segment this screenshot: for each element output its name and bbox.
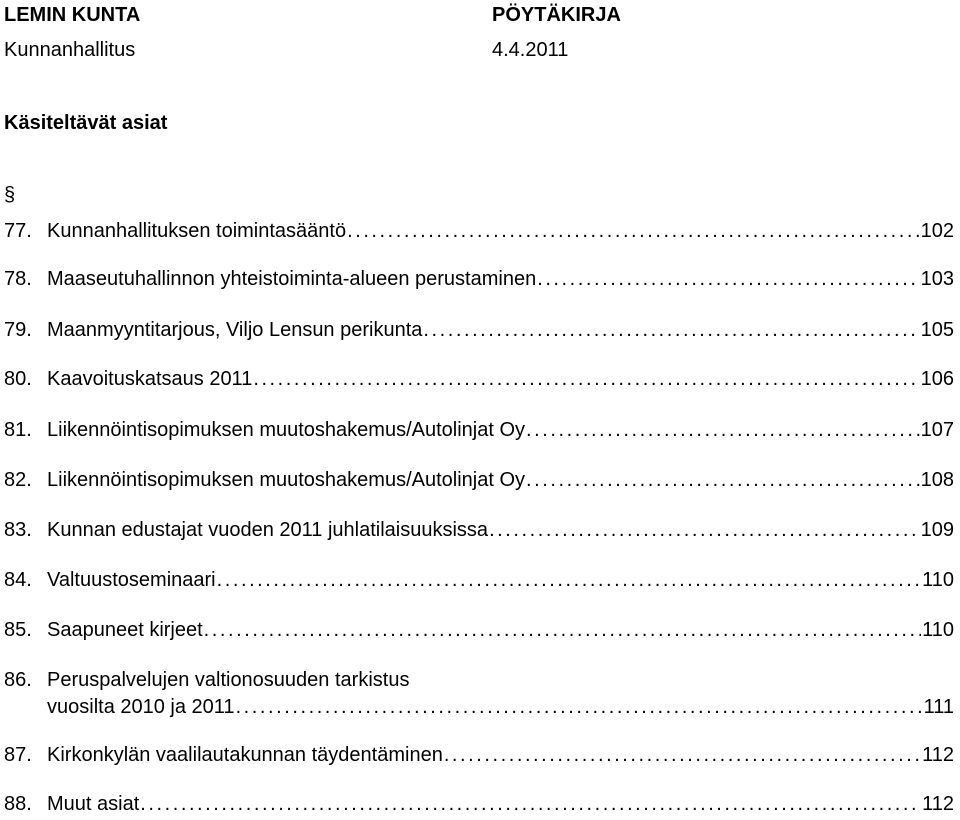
page-number: 107 [920, 419, 954, 441]
item-title: Kaavoituskatsaus 2011 [47, 368, 253, 390]
item-title: Kunnanhallituksen toimintasääntö [47, 220, 347, 242]
section-title: Käsiteltävät asiat [4, 112, 168, 134]
item-title: Muut asiat [47, 793, 140, 815]
page-number: 103 [920, 268, 954, 290]
page-number: 111 [923, 696, 954, 718]
toc-item[interactable] [4, 618, 954, 642]
item-title: Kirkonkylän vaalilautakunnan täydentäminen [47, 744, 443, 766]
section-sign: § [4, 184, 16, 206]
toc-item[interactable] [4, 219, 954, 243]
dot-leader [526, 418, 920, 442]
dot-leader [537, 267, 919, 291]
toc-item[interactable] [4, 318, 954, 342]
item-number: 77. [4, 220, 32, 242]
item-number: 87. [4, 744, 32, 766]
item-title: vuosilta 2010 ja 2011 [47, 696, 235, 718]
item-title: Kunnan edustajat vuoden 2011 juhlatilaisuuksissa [47, 519, 489, 541]
item-number: 78. [4, 268, 32, 290]
toc-item[interactable] [4, 743, 954, 767]
toc-item[interactable] [4, 367, 954, 391]
dot-leader [347, 219, 920, 243]
item-number: 85. [4, 619, 32, 641]
item-title: Saapuneet kirjeet [47, 619, 203, 641]
meeting-date: 4.4.2011 [492, 39, 569, 61]
document-type: PÖYTÄKIRJA [492, 4, 621, 26]
toc-item[interactable] [4, 267, 954, 291]
dot-leader [236, 695, 923, 719]
item-number: 79. [4, 319, 32, 341]
governing-body: Kunnanhallitus [4, 39, 136, 61]
toc-item-continued[interactable] [4, 695, 954, 719]
item-number: 81. [4, 419, 32, 441]
toc-item[interactable] [4, 792, 954, 816]
item-number: 82. [4, 469, 32, 491]
page-number: 109 [920, 519, 954, 541]
item-title: Valtuustoseminaari [47, 569, 216, 591]
item-title: Maanmyyntitarjous, Viljo Lensun perikunta [47, 319, 423, 341]
page-number: 112 [922, 744, 954, 766]
municipality-name: LEMIN KUNTA [4, 4, 141, 26]
item-number: 86. [4, 669, 32, 691]
item-number: 83. [4, 519, 32, 541]
item-title-line1: Peruspalvelujen valtionosuuden tarkistus [47, 669, 410, 691]
item-number: 84. [4, 569, 32, 591]
item-title: Liikennöintisopimuksen muutoshakemus/Autolinjat Oy [47, 469, 526, 491]
dot-leader [489, 518, 920, 542]
page-number: 110 [922, 619, 954, 641]
item-title: Maaseutuhallinnon yhteistoiminta-alueen perustaminen [47, 268, 537, 290]
toc-item[interactable] [4, 568, 954, 592]
page-number: 105 [920, 319, 954, 341]
page-number: 112 [922, 793, 954, 815]
toc-item[interactable] [4, 518, 954, 542]
dot-leader [140, 792, 921, 816]
item-title: Liikennöintisopimuksen muutoshakemus/Autolinjat Oy [47, 419, 526, 441]
item-number: 88. [4, 793, 32, 815]
toc-item[interactable] [4, 468, 954, 492]
item-number: 80. [4, 368, 32, 390]
page-number: 110 [922, 569, 954, 591]
dot-leader [217, 568, 922, 592]
toc-item[interactable] [4, 418, 954, 442]
toc-item[interactable] [4, 668, 954, 692]
page-number: 108 [920, 469, 954, 491]
page-number: 106 [920, 368, 954, 390]
dot-leader [444, 743, 921, 767]
dot-leader [204, 618, 921, 642]
dot-leader [526, 468, 920, 492]
page-number: 102 [920, 220, 954, 242]
dot-leader [423, 318, 919, 342]
dot-leader [253, 367, 919, 391]
